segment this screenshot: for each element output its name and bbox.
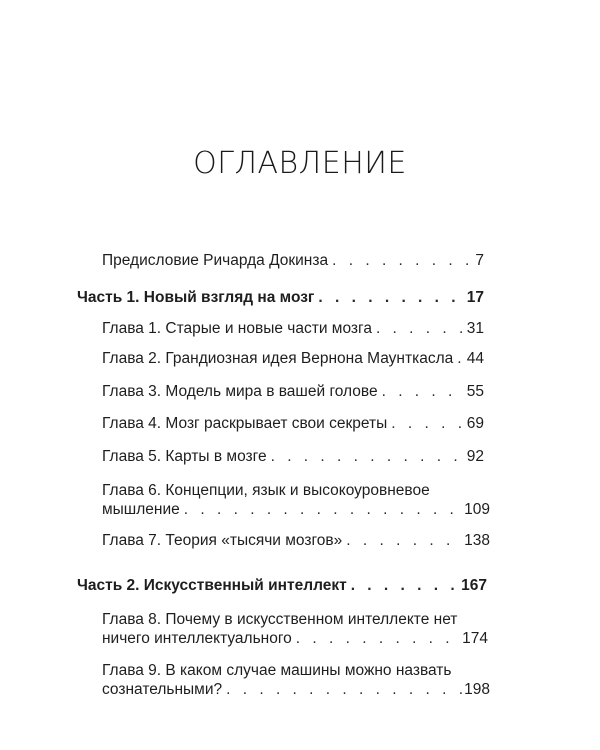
toc-entry-part-1 xyxy=(77,289,484,307)
toc-entry-chapter-8 xyxy=(102,630,488,648)
toc-entry-text: ничего интеллектуального xyxy=(102,630,292,647)
toc-entry-chapter-8-line-1: Глава 8. Почему в искусственном интеллекте нет xyxy=(102,611,458,628)
toc-entry-text: Глава 5. Карты в мозге xyxy=(102,448,267,465)
toc-entry-chapter-6 xyxy=(102,501,490,519)
toc-entry-chapter-2 xyxy=(102,350,484,368)
dot-leader xyxy=(378,383,465,401)
toc-page-number: 55 xyxy=(466,383,484,400)
toc-entry-text: Глава 1. Старые и новые части мозга xyxy=(102,320,372,337)
toc-entry-text: сознательными? xyxy=(102,681,223,698)
toc-page-number: 17 xyxy=(466,289,484,306)
toc-entry-part-2 xyxy=(77,577,487,595)
toc-entry-text: Глава 4. Мозг раскрывает свои секреты xyxy=(102,415,388,432)
toc-entry-text: мышление xyxy=(102,501,180,518)
dot-leader xyxy=(314,289,464,307)
toc-entry-preface xyxy=(102,252,484,270)
toc-entry-chapter-3 xyxy=(102,383,484,401)
toc-page-number: 109 xyxy=(464,501,490,518)
toc-entry-chapter-7 xyxy=(102,532,490,550)
toc-entry-chapter-9-line-1: Глава 9. В каком случае машины можно назвать xyxy=(102,662,452,679)
dot-leader xyxy=(372,320,465,338)
page-title: ОГЛАВЛЕНИЕ xyxy=(193,146,407,181)
toc-page-number: 92 xyxy=(466,448,484,465)
toc-entry-chapter-6-line-1: Глава 6. Концепции, язык и высокоуровневое xyxy=(102,482,430,499)
toc-page-number: 167 xyxy=(461,577,487,594)
toc-entry-text: Глава 7. Теория «тысячи мозгов» xyxy=(102,532,343,549)
dot-leader xyxy=(328,252,473,270)
toc-page-number: 69 xyxy=(466,415,484,432)
dot-leader xyxy=(453,350,465,368)
toc-page-number: 44 xyxy=(466,350,484,367)
dot-leader xyxy=(180,501,462,519)
dot-leader xyxy=(292,630,460,648)
toc-page-number: 138 xyxy=(464,532,490,549)
dot-leader xyxy=(342,532,462,550)
dot-leader xyxy=(347,577,459,595)
dot-leader xyxy=(267,448,465,466)
toc-page-number: 31 xyxy=(466,320,484,337)
toc-page-number: 198 xyxy=(464,681,490,698)
toc-entry-text: Глава 2. Грандиозная идея Вернона Маунткасла xyxy=(102,350,454,367)
toc-entry-text: Часть 1. Новый взгляд на мозг xyxy=(77,289,315,306)
toc-entry-text: Глава 3. Модель мира в вашей голове xyxy=(102,383,378,400)
toc-page-number: 7 xyxy=(475,252,484,269)
dot-leader xyxy=(222,681,462,699)
toc-entry-chapter-1 xyxy=(102,320,484,338)
toc-entry-chapter-5 xyxy=(102,448,484,466)
toc-page-number: 174 xyxy=(462,630,488,647)
dot-leader xyxy=(387,415,465,433)
toc-entry-chapter-4 xyxy=(102,415,484,433)
toc-entry-text: Предисловие Ричарда Докинза xyxy=(102,252,329,269)
toc-entry-text: Часть 2. Искусственный интеллект xyxy=(77,577,347,594)
toc-entry-chapter-9 xyxy=(102,681,490,699)
